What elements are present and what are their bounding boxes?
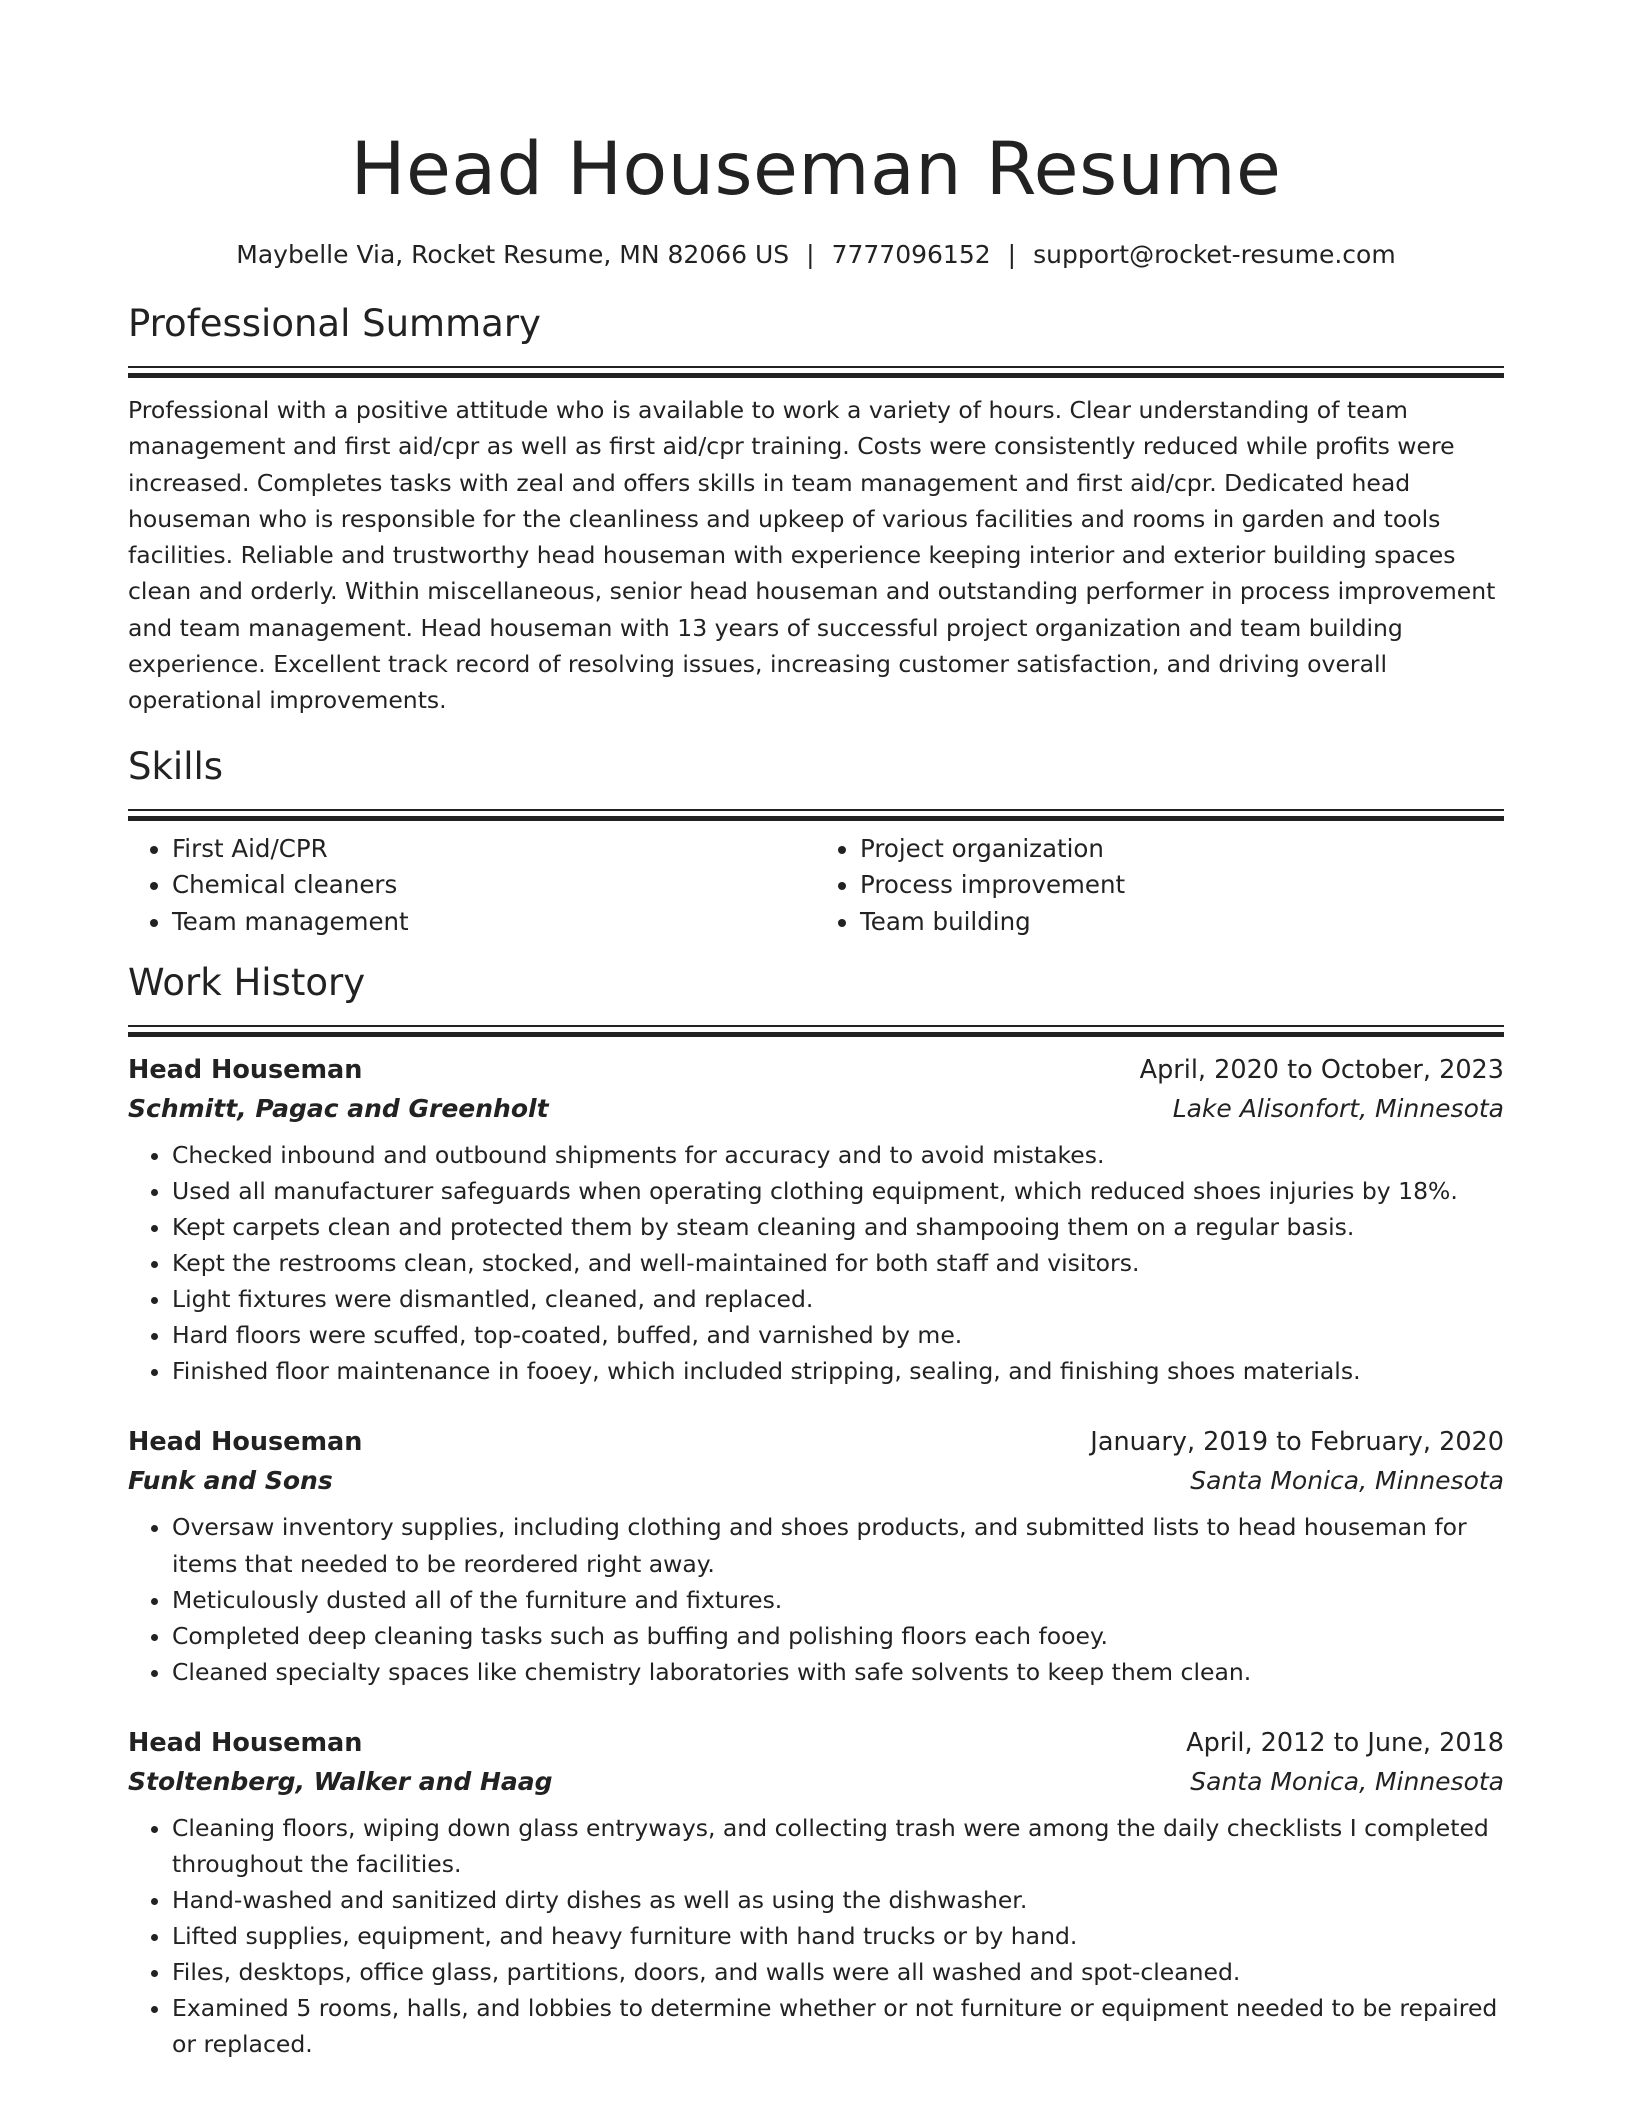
job-bullet: • Cleaned specialty spaces like chemistry laboratories with safe solvents to keep them clean. (172, 1654, 1504, 1690)
job-bullet: • Files, desktops, office glass, partitions, doors, and walls were all washed and spot-cleaned. (172, 1954, 1504, 1990)
skills-heading: Skills (128, 744, 224, 788)
section-divider (128, 366, 1504, 378)
job-bullet: • Checked inbound and outbound shipments for accuracy and to avoid mistakes. (172, 1137, 1504, 1173)
skill-item: • Chemical cleaners (172, 867, 816, 904)
job-company: Stoltenberg, Walker and Haag (128, 1766, 553, 1796)
job-bullet: • Kept carpets clean and protected them by steam cleaning and shampooing them on a regular basis. (172, 1209, 1504, 1245)
job-bullets (128, 1509, 1504, 1689)
skills-column-left (128, 831, 816, 941)
contact-line (128, 238, 1504, 272)
job-bullet: • Used all manufacturer safeguards when operating clothing equipment, which reduced shoes injuries by 18%. (172, 1173, 1504, 1209)
job-company: Schmitt, Pagac and Greenholt (128, 1093, 549, 1123)
job-bullet: • Completed deep cleaning tasks such as buffing and polishing floors each fooey. (172, 1618, 1504, 1654)
work-history-heading: Work History (128, 960, 366, 1004)
job-bullet: • Kept the restrooms clean, stocked, and well-maintained for both staff and visitors. (172, 1245, 1504, 1281)
skill-item: • First Aid/CPR (172, 831, 816, 868)
job-entry (128, 1724, 1504, 2063)
job-bullet: • Lifted supplies, equipment, and heavy furniture with hand trucks or by hand. (172, 1918, 1504, 1954)
contact-separator: | (1007, 240, 1017, 269)
skills-section (128, 743, 1504, 941)
contact-email: support@rocket-resume.com (1033, 240, 1396, 269)
section-divider (128, 809, 1504, 821)
work-history-section (128, 959, 1504, 2063)
job-bullets (128, 1137, 1504, 1390)
job-entry (128, 1051, 1504, 1390)
skill-item: • Team management (172, 904, 816, 941)
job-bullet: • Hard floors were scuffed, top-coated, buffed, and varnished by me. (172, 1317, 1504, 1353)
skills-column-right (816, 831, 1504, 941)
contact-address: Maybelle Via, Rocket Resume, MN 82066 US (236, 240, 790, 269)
summary-section (128, 300, 1504, 719)
skill-item: • Team building (860, 904, 1504, 941)
job-bullet: • Light fixtures were dismantled, cleaned, and replaced. (172, 1281, 1504, 1317)
job-dates: January, 2019 to February, 2020 (1090, 1427, 1504, 1458)
resume-title: Head Houseman Resume (350, 127, 1282, 212)
job-location: Santa Monica, Minnesota (1190, 1766, 1504, 1796)
job-title: Head Houseman (128, 1727, 363, 1758)
contact-phone: 7777096152 (831, 240, 991, 269)
job-location: Lake Alisonfort, Minnesota (1172, 1093, 1504, 1123)
job-company: Funk and Sons (128, 1466, 333, 1496)
job-bullet: • Meticulously dusted all of the furniture and fixtures. (172, 1582, 1504, 1618)
job-bullet: • Examined 5 rooms, halls, and lobbies to determine whether or not furniture or equipment needed to be repaired or replaced. (172, 1990, 1504, 2062)
job-bullets (128, 1810, 1504, 2063)
skills-list (128, 831, 1504, 941)
skill-item: • Process improvement (860, 867, 1504, 904)
contact-separator: | (806, 240, 815, 269)
skill-item: • Project organization (860, 831, 1504, 868)
summary-heading: Professional Summary (128, 302, 541, 345)
section-divider (128, 1025, 1504, 1037)
resume-page (128, 120, 1504, 2063)
job-entry (128, 1423, 1504, 1689)
job-bullet: • Oversaw inventory supplies, including clothing and shoes products, and submitted lists to head houseman for items that needed to be reordered right away. (172, 1509, 1504, 1581)
job-title: Head Houseman (128, 1427, 363, 1458)
job-dates: April, 2012 to June, 2018 (1186, 1727, 1504, 1758)
job-location: Santa Monica, Minnesota (1190, 1466, 1504, 1496)
job-title: Head Houseman (128, 1054, 363, 1085)
job-dates: April, 2020 to October, 2023 (1139, 1054, 1504, 1085)
job-bullet: • Hand-washed and sanitized dirty dishes as well as using the dishwasher. (172, 1882, 1504, 1918)
job-bullet: • Cleaning floors, wiping down glass entryways, and collecting trash were among the daily checklists I completed throughout the facilities. (172, 1810, 1504, 1882)
summary-text: Professional with a positive attitude who is available to work a variety of hours. Clear understanding of team management and first aid/cpr as well as first aid/cpr training. Costs were consistently reduced while profits were increased. Completes tasks with zeal and offers skills in team management and first aid/cpr. Dedicated head houseman who is responsible for the cleanliness and upkeep of various facilities and rooms in garden and tools facilities. Reliable and trustworthy head houseman with experience keeping interior and exterior building spaces clean and orderly. Within miscellaneous, senior head houseman and outstanding performer in process improvement and team management. Head houseman with 13 years of successful project organization and team building experience. Excellent track record of resolving issues, increasing customer satisfaction, and driving overall operational improvements. (128, 396, 1496, 715)
job-bullet: • Finished floor maintenance in fooey, which included stripping, sealing, and finishing shoes materials. (172, 1353, 1504, 1389)
